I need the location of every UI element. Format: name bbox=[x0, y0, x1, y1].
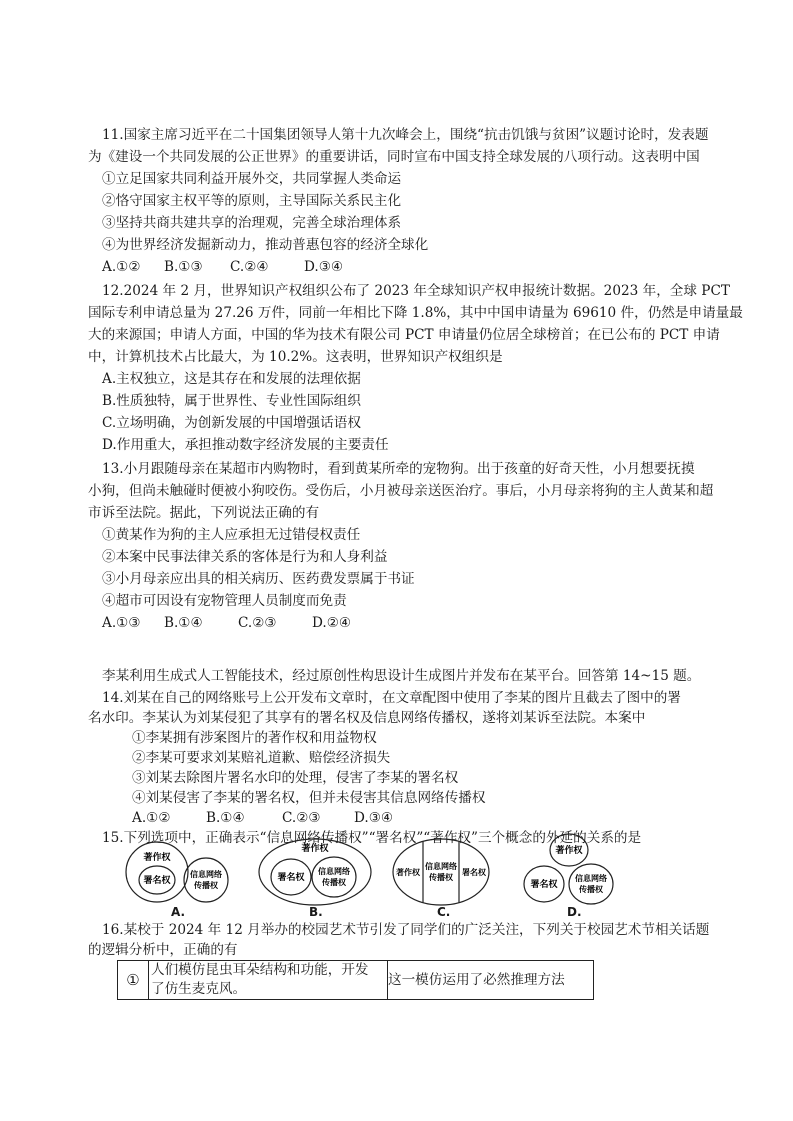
q14-choice-c: C.②③ bbox=[282, 810, 321, 826]
q11-option-3: ③坚持共商共建共享的治理观，完善全球治理体系 bbox=[102, 215, 402, 231]
q12-stem-line3: 大的来源国；申请人方面，中国的华为技术有限公司 PCT 申请量仍位居全球榜首；在已公布的 PCT 申请 bbox=[88, 327, 720, 343]
q11-stem-line1: 11.国家主席习近平在二十国集团领导人第十九次峰会上，围绕“抗击饥饿与贫困”议题讨论时，发表题 bbox=[102, 127, 709, 143]
q16-table-left-line2: 了仿生麦克风。 bbox=[151, 981, 247, 997]
diagram-c-info-label-2: 传播权 bbox=[429, 872, 453, 882]
q14-choice-a: A.①② bbox=[132, 810, 171, 826]
q11-choices bbox=[102, 257, 343, 277]
q13-option-3: ③小月母亲应出具的相关病历、医药费发票属于书证 bbox=[102, 571, 415, 587]
diagram-a-copyright-label: 著作权 bbox=[143, 853, 171, 863]
q12-stem-line2: 国际专利申请总量为 27.26 万件，同前一年相比下降 1.8%，其中中国申请量为 69610 件，仍然是申请量最 bbox=[88, 305, 743, 321]
diagram-d-copyright-label: 著作权 bbox=[555, 846, 583, 856]
q15-label-a: A. bbox=[171, 905, 186, 919]
q11-choice-a: A.①② bbox=[102, 259, 141, 275]
q13-choice-a: A.①③ bbox=[102, 615, 141, 631]
diagram-c-info-label-1: 信息网络 bbox=[425, 861, 457, 871]
q15-stem: 15.下列选项中，正确表示“信息网络传播权”“署名权”“著作权”三个概念的外延的关系的是 bbox=[102, 830, 642, 846]
diagram-c-copyright-label: 著作权 bbox=[396, 867, 420, 877]
diagram-c-signature-label: 署名权 bbox=[462, 867, 486, 877]
diagram-a-signature-label: 署名权 bbox=[143, 876, 171, 886]
q13-option-1: ①黄某作为狗的主人应承担无过错侵权责任 bbox=[102, 527, 361, 543]
diagram-a-copyright-circle bbox=[126, 842, 188, 902]
q14-stem-line2: 名水印。李某认为刘某侵犯了其享有的署名权及信息网络传播权，遂将刘某诉至法院。本案中 bbox=[88, 710, 646, 726]
q16-table-number: ① bbox=[118, 961, 149, 999]
q15-diagram-b bbox=[256, 836, 376, 908]
q16-table bbox=[117, 960, 594, 1000]
q13-choices bbox=[102, 613, 351, 633]
q13-stem-line1: 13.小月跟随母亲在某超市内购物时，看到黄某所牵的宠物狗。出于孩童的好奇天性，小月想要抚摸 bbox=[102, 461, 695, 477]
diagram-a-info-label-1: 信息网络 bbox=[190, 869, 222, 879]
q15-label-b: B. bbox=[309, 905, 323, 919]
q15-label-c: C. bbox=[437, 905, 451, 919]
q13-stem-line3: 市诉至法院。据此，下列说法正确的有 bbox=[88, 505, 320, 521]
q12-option-b: B.性质独特，属于世界性、专业性国际组织 bbox=[102, 393, 361, 409]
q14-stem-line1: 14.刘某在自己的网络账号上公开发布文章时，在文章配图中使用了李某的图片且截去了图中的署 bbox=[102, 690, 681, 706]
q14-option-4: ④刘某侵害了李某的署名权，但并未侵害其信息网络传播权 bbox=[132, 790, 486, 806]
q13-stem-line2: 小狗，但尚未触碰时便被小狗咬伤。受伤后，小月被母亲送医治疗。事后，小月母亲将狗的主人黄某和超 bbox=[88, 483, 714, 499]
q12-option-a: A.主权独立，这是其存在和发展的法理依据 bbox=[102, 371, 361, 387]
q14-choice-d: D.③④ bbox=[354, 810, 394, 826]
q11-option-2: ②恪守国家主权平等的原则，主导国际关系民主化 bbox=[102, 193, 402, 209]
diagram-b-info-label-2: 传播权 bbox=[322, 877, 346, 887]
q13-option-4: ④超市可因设有宠物管理人员制度而免责 bbox=[102, 593, 347, 609]
q12-option-d: D.作用重大，承担推动数字经济发展的主要责任 bbox=[102, 437, 389, 453]
q11-choice-c: C.②④ bbox=[230, 259, 269, 275]
q15-diagram-a bbox=[120, 838, 232, 908]
diagram-d-info-label-2: 传播权 bbox=[579, 884, 603, 894]
diagram-b-copyright-label: 著作权 bbox=[301, 844, 329, 854]
q12-stem-line1: 12.2024 年 2 月，世界知识产权组织公布了 2023 年全球知识产权申报统计数据。2023 年，全球 PCT bbox=[102, 283, 730, 299]
q16-stem-line2: 的逻辑分析中，正确的有 bbox=[88, 942, 238, 958]
q13-choice-d: D.②④ bbox=[312, 615, 352, 631]
diagram-d-signature-label: 署名权 bbox=[530, 880, 558, 890]
diagram-b-signature-label: 署名权 bbox=[277, 873, 305, 883]
q16-table-left-cell bbox=[149, 961, 388, 999]
q15-label-d: D. bbox=[567, 905, 582, 919]
q14-choice-b: B.①④ bbox=[206, 810, 245, 826]
q16-table-left-line1: 人们模仿昆虫耳朵结构和功能，开发 bbox=[151, 962, 369, 978]
q14-15-intro: 李某利用生成式人工智能技术，经过原创性构思设计生成图片并发布在某平台。回答第 14~15 题。 bbox=[102, 668, 701, 684]
q13-choice-b: B.①④ bbox=[164, 615, 203, 631]
q11-choice-b: B.①③ bbox=[164, 259, 203, 275]
q12-option-c: C.立场明确，为创新发展的中国增强话语权 bbox=[102, 415, 361, 431]
q16-table-right-cell: 这一模仿运用了必然推理方法 bbox=[388, 972, 565, 988]
q14-option-3: ③刘某去除图片署名水印的处理，侵害了李某的署名权 bbox=[132, 770, 459, 786]
q11-option-1: ①立足国家共同利益开展外交，共同掌握人类命运 bbox=[102, 171, 402, 187]
q14-option-1: ①李某拥有涉案图片的著作权和用益物权 bbox=[132, 730, 377, 746]
diagram-d-info-label-1: 信息网络 bbox=[575, 873, 607, 883]
q15-diagram-c bbox=[390, 836, 494, 908]
diagram-a-info-label-2: 传播权 bbox=[194, 880, 218, 890]
q11-stem-line2: 为《建设一个共同发展的公正世界》的重要讲话，同时宣布中国支持全球发展的八项行动。这表明中国 bbox=[88, 149, 700, 165]
q14-option-2: ②李某可要求刘某赔礼道歉、赔偿经济损失 bbox=[132, 750, 391, 766]
q16-stem-line1: 16.某校于 2024 年 12 月举办的校园艺术节引发了同学们的广泛关注，下列关于校园艺术节相关话题 bbox=[102, 922, 710, 938]
q11-option-4: ④为世界经济发掘新动力，推动普惠包容的经济全球化 bbox=[102, 237, 429, 253]
q11-choice-d: D.③④ bbox=[304, 259, 344, 275]
q15-diagram-d bbox=[522, 832, 618, 908]
q13-choice-c: C.②③ bbox=[238, 615, 277, 631]
q14-choices bbox=[132, 808, 393, 828]
q13-option-2: ②本案中民事法律关系的客体是行为和人身利益 bbox=[102, 549, 388, 565]
q12-stem-line4: 中，计算机技术占比最大，为 10.2%。这表明，世界知识产权组织是 bbox=[88, 349, 503, 365]
diagram-b-info-label-1: 信息网络 bbox=[318, 866, 350, 876]
